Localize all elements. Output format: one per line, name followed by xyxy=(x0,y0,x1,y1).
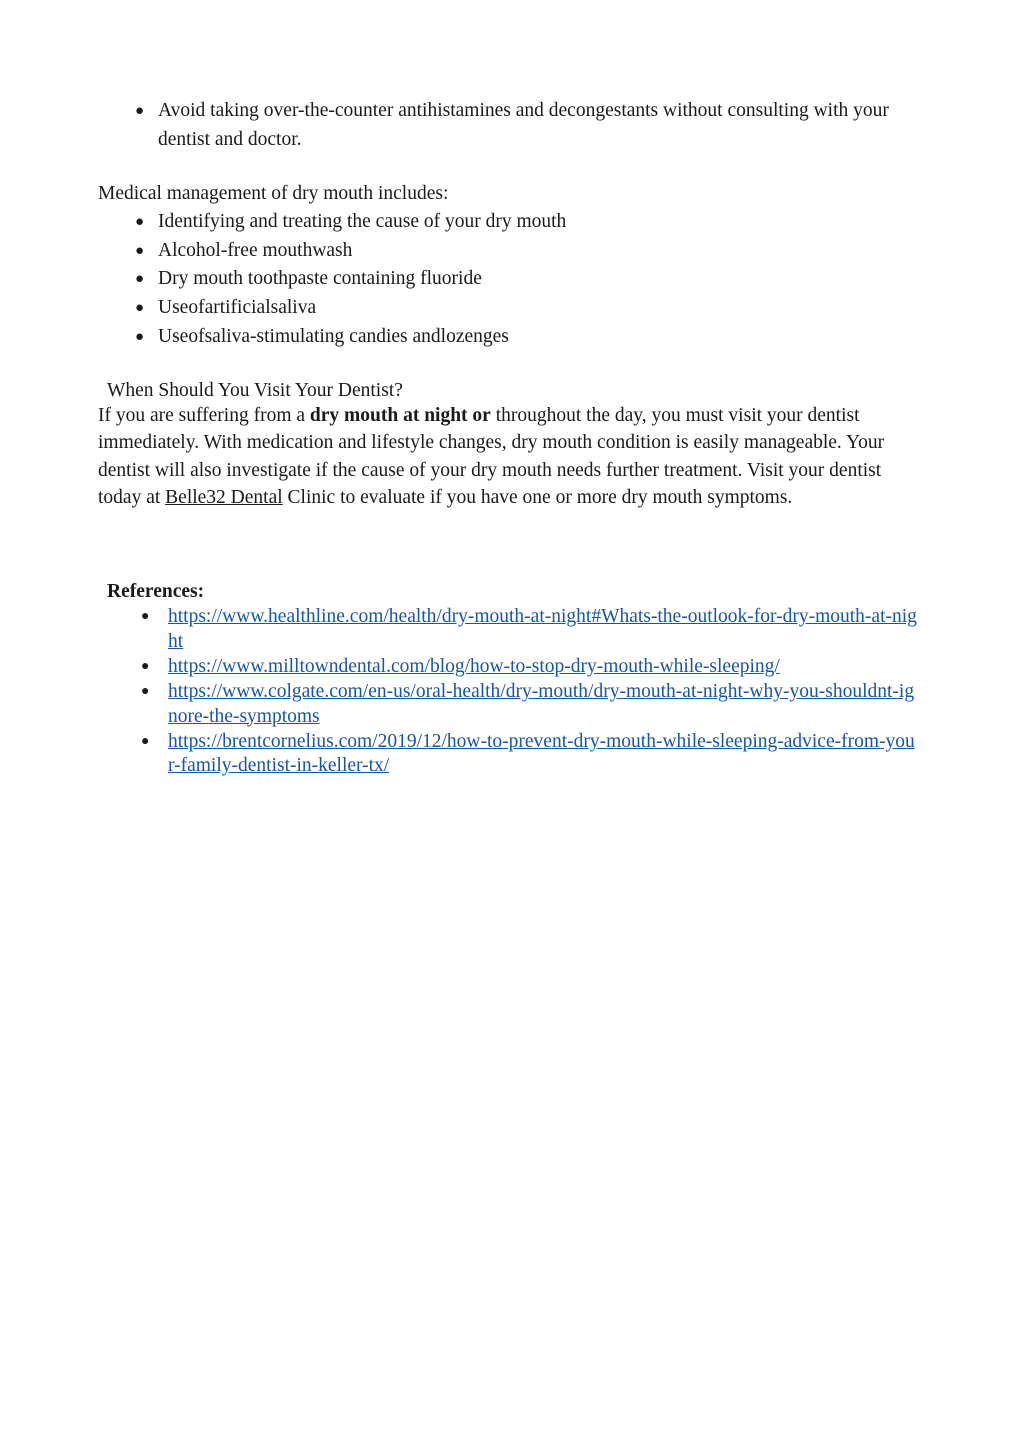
list-item xyxy=(98,97,898,154)
bullet-icon: ● xyxy=(135,242,145,259)
list-item xyxy=(98,237,918,266)
list-item xyxy=(107,730,917,779)
references-title: References: xyxy=(107,581,205,602)
list-item xyxy=(98,208,918,237)
references-list xyxy=(107,605,917,780)
bullet-icon: ● xyxy=(135,214,145,230)
list-item-text: Useofartificialsaliva xyxy=(158,297,317,319)
visit-text-pre: If you are suffering from a xyxy=(98,405,310,426)
medical-intro: Medical management of dry mouth includes: xyxy=(98,183,449,204)
bullet-icon: ● xyxy=(141,658,150,674)
bullet-icon: ● xyxy=(141,684,150,700)
bullet-icon: ● xyxy=(141,733,150,749)
visit-paragraph xyxy=(98,402,926,511)
list-item xyxy=(107,655,917,680)
bullet-icon: ● xyxy=(135,300,145,317)
medical-list xyxy=(98,208,918,352)
list-item xyxy=(107,605,917,654)
list-item-text: Avoid taking over-the-counter antihistamines and decongestants without consulting with your dentist and doctor. xyxy=(158,100,889,150)
list-item-text: Alcohol-free mouthwash xyxy=(158,239,353,261)
visit-text-mid: throughout the day, you must visit your dentist immediately. With medication and lifestyle changes, dry mouth condition is easily manageable. Your dentist will also investigate if the cause of your dry mouth needs further treatment. Visit your dentist today at xyxy=(98,405,885,508)
advice-list xyxy=(98,97,898,154)
bullet-icon: ● xyxy=(141,609,150,624)
list-item xyxy=(98,265,918,294)
list-item-text: Identifying and treating the cause of your dry mouth xyxy=(158,211,567,232)
list-item-text: Dry mouth toothpaste containing fluoride xyxy=(158,268,482,290)
visit-text-post: Clinic to evaluate if you have one or more dry mouth symptoms. xyxy=(282,486,793,508)
list-item-text: Useofsaliva-stimulating candies andlozenges xyxy=(158,325,509,347)
reference-link-brentcornelius[interactable]: https://brentcornelius.com/2019/12/how-to-prevent-dry-mouth-while-sleeping-advice-from-your-family-dentist-in-keller-tx/ xyxy=(168,730,915,777)
bullet-icon: ● xyxy=(135,103,145,119)
visit-text-bold: dry mouth at night or xyxy=(309,405,491,426)
bullet-icon: ● xyxy=(135,328,145,345)
reference-link-milltowndental[interactable]: https://www.milltowndental.com/blog/how-to-stop-dry-mouth-while-sleeping/ xyxy=(168,655,780,677)
list-item xyxy=(98,294,918,323)
visit-heading: When Should You Visit Your Dentist? xyxy=(107,380,403,401)
reference-link-colgate[interactable]: https://www.colgate.com/en-us/oral-health/dry-mouth/dry-mouth-at-night-why-you-shouldnt-ignore-the-symptoms xyxy=(168,681,915,727)
reference-link-healthline[interactable]: https://www.healthline.com/health/dry-mouth-at-night#Whats-the-outlook-for-dry-mouth-at-night xyxy=(168,606,917,652)
list-item xyxy=(98,323,918,352)
belle32-dental-link[interactable]: Belle32 Dental xyxy=(165,486,283,508)
bullet-icon: ● xyxy=(135,271,145,288)
list-item xyxy=(107,680,917,729)
